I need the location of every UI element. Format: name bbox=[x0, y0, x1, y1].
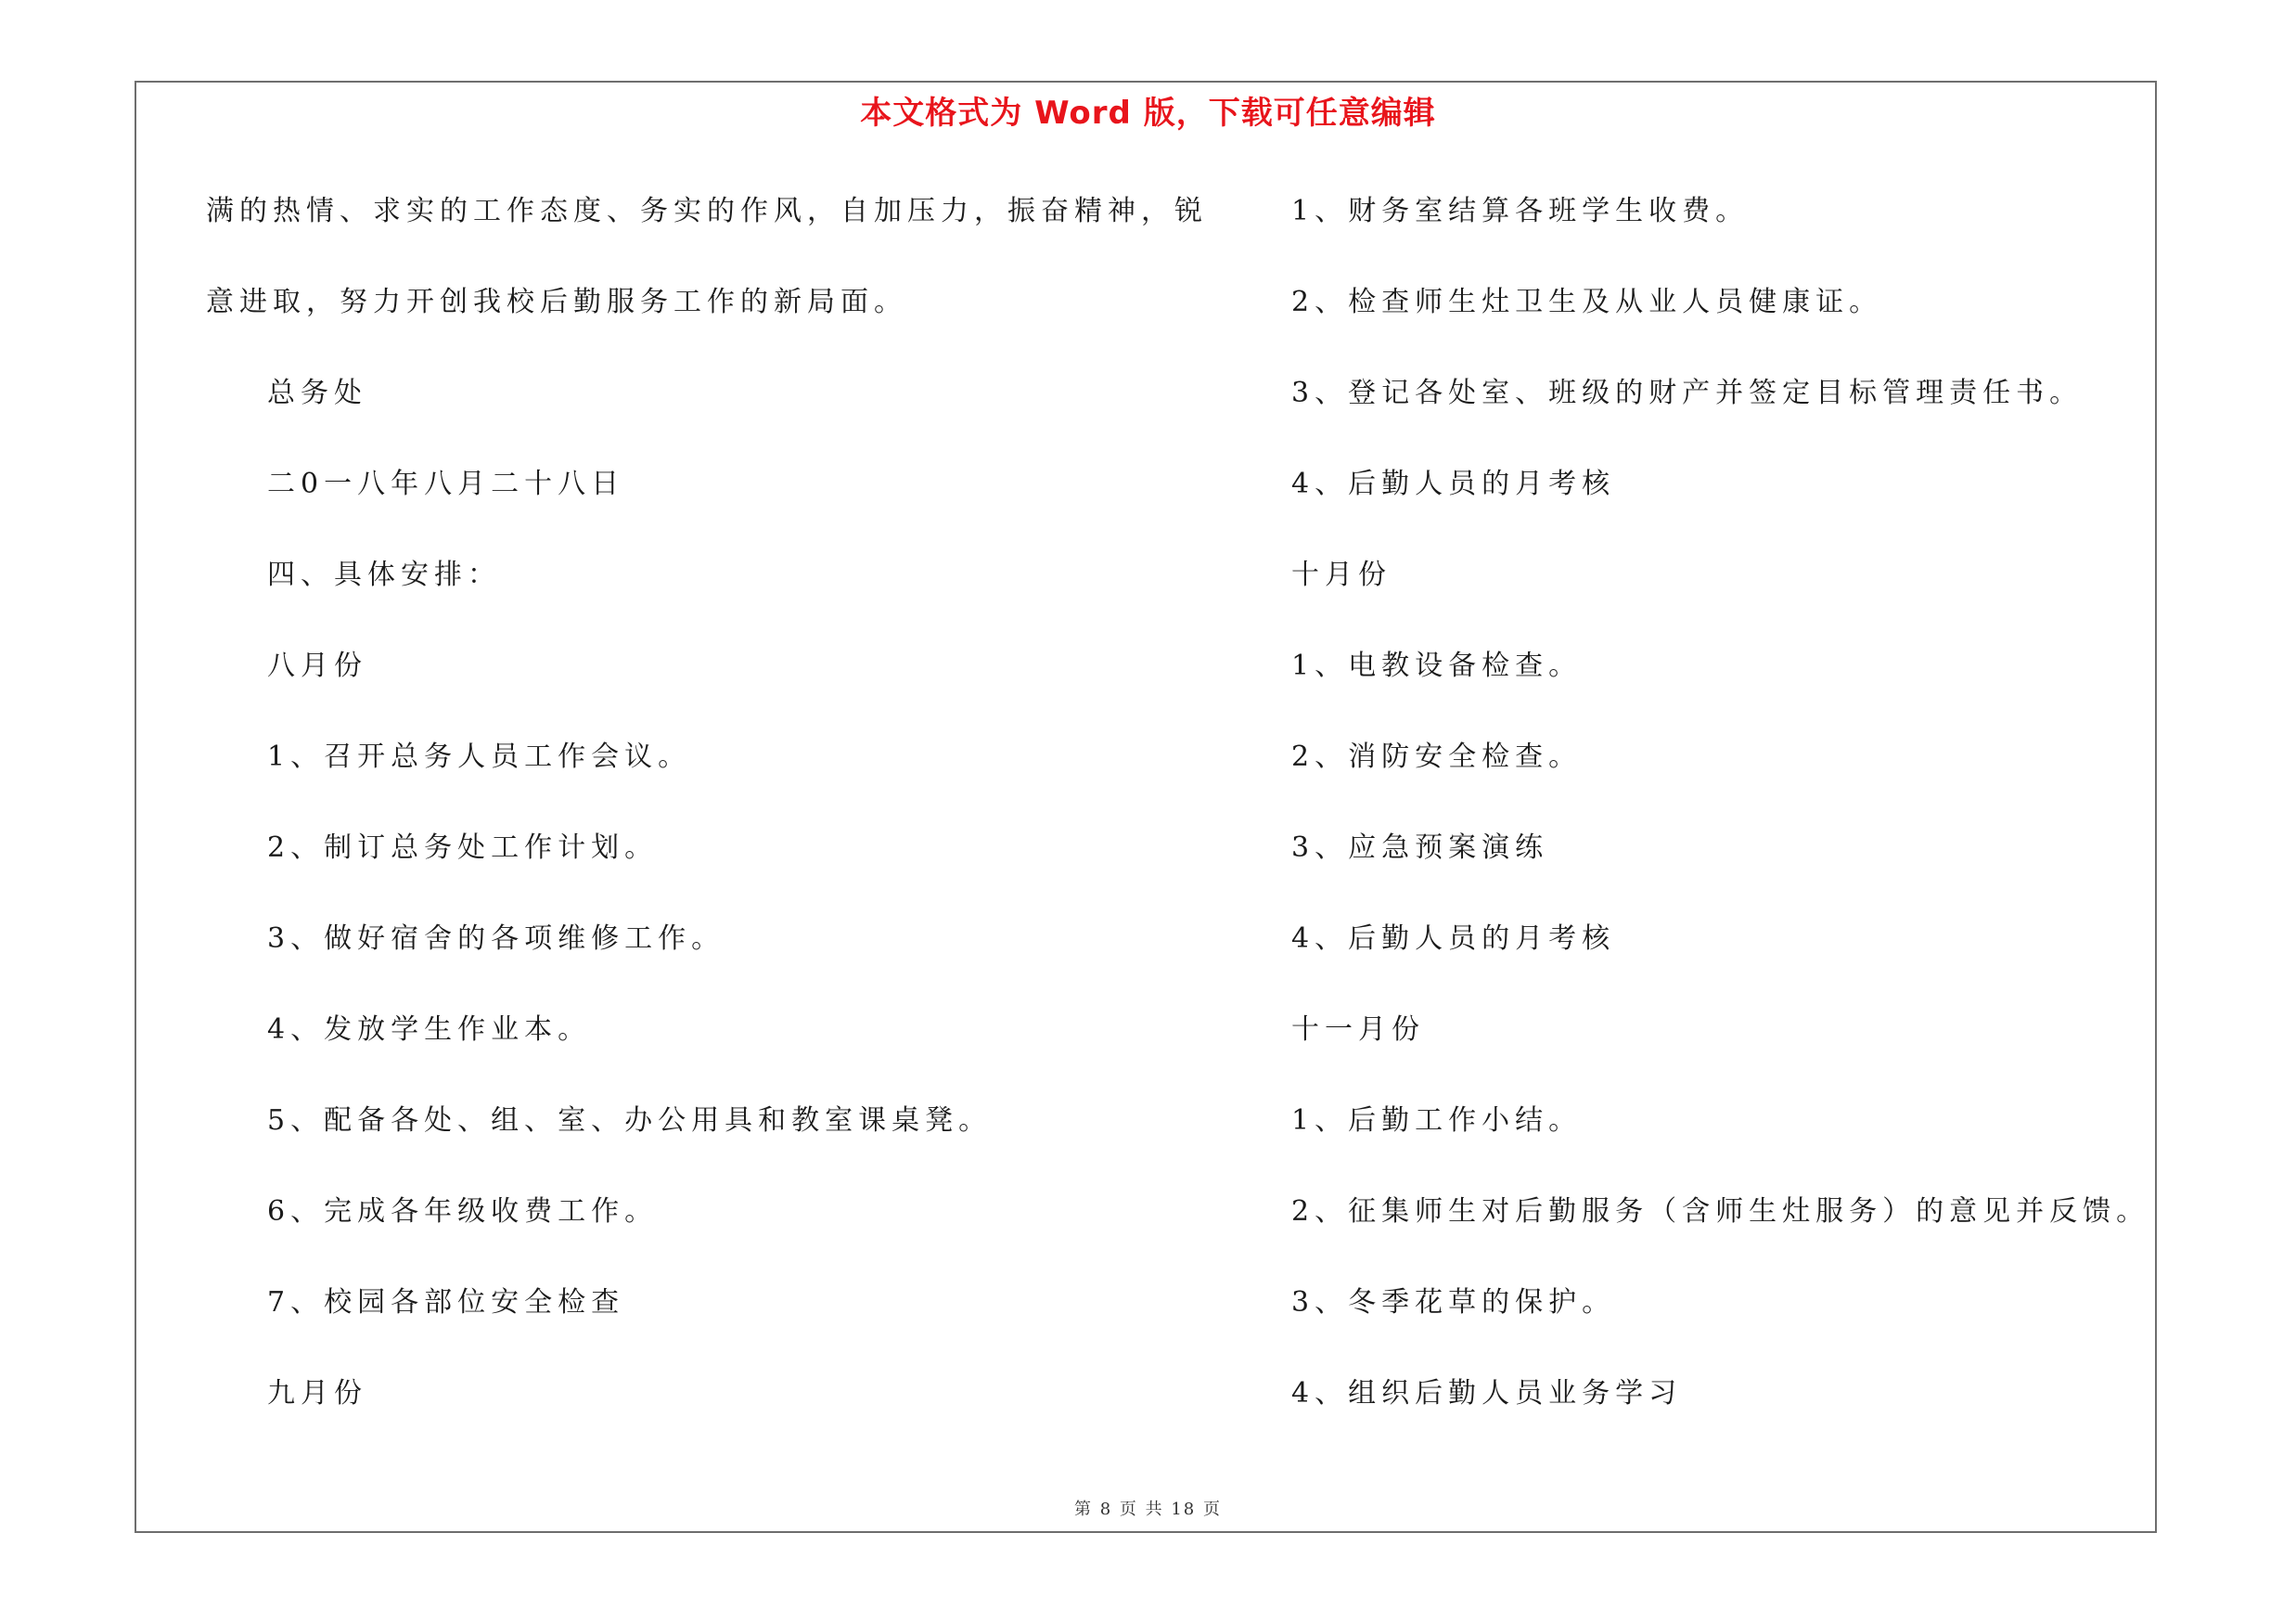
list-item: 4、后勤人员的月考核 bbox=[1291, 922, 1616, 955]
list-item: 6、完成各年级收费工作。 bbox=[267, 1195, 659, 1228]
list-item: 1、召开总务人员工作会议。 bbox=[267, 741, 692, 773]
list-item: 2、检查师生灶卫生及从业人员健康证。 bbox=[1291, 286, 1883, 318]
list-item: 2、征集师生对后勤服务（含师生灶服务）的意见并反馈。 bbox=[1291, 1195, 2150, 1228]
list-item: 2、消防安全检查。 bbox=[1291, 741, 1583, 773]
list-item: 4、发放学生作业本。 bbox=[267, 1013, 592, 1046]
list-item: 2、制订总务处工作计划。 bbox=[267, 831, 659, 864]
list-item: 4、后勤人员的月考核 bbox=[1291, 468, 1616, 500]
month-heading: 十一月份 bbox=[1291, 1013, 1425, 1046]
list-item: 1、财务室结算各班学生收费。 bbox=[1291, 195, 1750, 227]
month-heading: 八月份 bbox=[267, 650, 367, 682]
paragraph-line: 满的热情、求实的工作态度、务实的作风，自加压力，振奋精神，锐 bbox=[206, 195, 1208, 227]
list-item: 3、做好宿舍的各项维修工作。 bbox=[267, 922, 725, 955]
list-item: 4、组织后勤人员业务学习 bbox=[1291, 1377, 1683, 1410]
edit-notice-banner: 本文格式为 Word 版，下载可任意编辑 bbox=[860, 95, 1436, 132]
list-item: 1、电教设备检查。 bbox=[1291, 650, 1583, 682]
month-heading: 十月份 bbox=[1291, 559, 1392, 591]
list-item: 5、配备各处、组、室、办公用具和教室课桌凳。 bbox=[267, 1104, 993, 1137]
section-heading: 四、具体安排： bbox=[267, 559, 501, 591]
signature-department: 总务处 bbox=[267, 377, 367, 409]
list-item: 7、校园各部位安全检查 bbox=[267, 1286, 625, 1319]
signature-date: 二0一八年八月二十八日 bbox=[267, 468, 625, 500]
month-heading: 九月份 bbox=[267, 1377, 367, 1410]
paragraph-line: 意进取，努力开创我校后勤服务工作的新局面。 bbox=[206, 286, 907, 318]
list-item: 3、登记各处室、班级的财产并签定目标管理责任书。 bbox=[1291, 377, 2084, 409]
list-item: 1、后勤工作小结。 bbox=[1291, 1104, 1583, 1137]
page-number: 第 8 页 共 18 页 bbox=[1074, 1500, 1222, 1519]
list-item: 3、冬季花草的保护。 bbox=[1291, 1286, 1616, 1319]
list-item: 3、应急预案演练 bbox=[1291, 831, 1549, 864]
